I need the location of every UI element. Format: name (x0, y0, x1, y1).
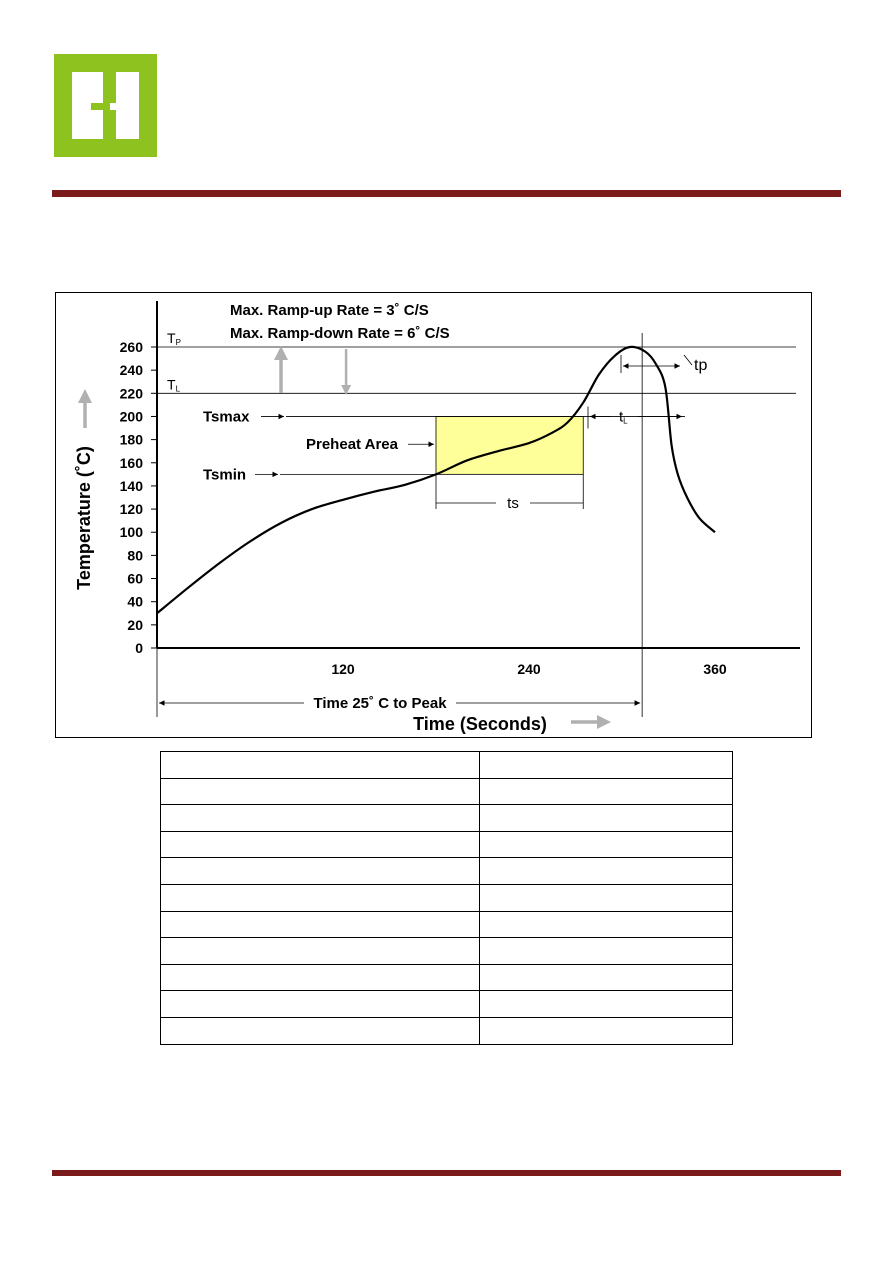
table-cell-value (480, 858, 733, 885)
table-cell-parameter (161, 752, 480, 779)
footer-rule (52, 1170, 841, 1176)
table-row (161, 964, 733, 991)
table-row (161, 991, 733, 1018)
tsmin-label: Tsmin (203, 466, 247, 484)
logo-background (54, 54, 157, 157)
table-cell-parameter (161, 805, 480, 832)
company-logo (54, 54, 157, 157)
table-cell-value (480, 911, 733, 938)
y-tick-label: 0 (135, 640, 143, 656)
tp-label: tp (694, 357, 708, 374)
table-row (161, 831, 733, 858)
tsmax-label: Tsmax (203, 408, 250, 426)
table-cell-value (480, 938, 733, 965)
y-tick-label: 20 (127, 616, 143, 633)
table-row (161, 938, 733, 965)
table-cell-parameter (161, 938, 480, 965)
table-row (161, 884, 733, 911)
y-tick-label: 60 (127, 570, 143, 587)
ramp-down-rate-label: Max. Ramp-down Rate = 6˚ C/S (230, 325, 450, 342)
y-tick-label: 260 (119, 339, 143, 355)
x-tick-label: 240 (517, 661, 541, 677)
table-row (161, 752, 733, 779)
y-tick-label: 240 (119, 362, 143, 379)
y-tick-label: 40 (127, 593, 143, 610)
y-tick-label: 200 (119, 408, 143, 425)
table-cell-parameter (161, 884, 480, 911)
profile-spec-table (160, 751, 733, 1045)
table-cell-parameter (161, 1017, 480, 1044)
x-tick-label: 360 (703, 661, 727, 677)
table-cell-value (480, 831, 733, 858)
tl-label: TL (167, 376, 181, 394)
y-tick-label: 120 (119, 501, 143, 518)
tp-label: TP (167, 330, 181, 347)
y-tick-label: 80 (127, 547, 143, 564)
table-cell-value (480, 964, 733, 991)
y-tick-label: 160 (119, 454, 143, 471)
time-to-peak-label: Time 25˚ C to Peak (313, 695, 447, 712)
table-cell-parameter (161, 858, 480, 885)
table-row (161, 1017, 733, 1044)
ts-label: ts (507, 495, 519, 512)
table-cell-value (480, 884, 733, 911)
preheat-label: Preheat Area (306, 436, 398, 454)
x-tick-label: 120 (331, 661, 355, 677)
table-row (161, 858, 733, 885)
table-row (161, 911, 733, 938)
header-rule (52, 190, 841, 197)
tl-dim-label: tL (619, 408, 628, 426)
y-tick-label: 180 (119, 431, 143, 448)
tp-leader (684, 355, 692, 365)
table-row (161, 778, 733, 805)
y-axis-title: Temperature (˚C) (74, 446, 94, 590)
y-tick-label: 140 (119, 477, 143, 494)
y-tick-label: 100 (119, 524, 143, 541)
table-cell-parameter (161, 778, 480, 805)
table-row (161, 805, 733, 832)
table-cell-parameter (161, 831, 480, 858)
y-tick-label: 220 (119, 385, 143, 402)
ramp-up-rate-label: Max. Ramp-up Rate = 3˚ C/S (230, 302, 429, 319)
table-cell-parameter (161, 911, 480, 938)
table-cell-value (480, 778, 733, 805)
table-cell-value (480, 991, 733, 1018)
chart-canvas (56, 293, 813, 739)
x-axis-title: Time (Seconds) (413, 714, 547, 734)
preheat-area (436, 416, 583, 474)
table-cell-value (480, 1017, 733, 1044)
table-cell-parameter (161, 991, 480, 1018)
reflow-profile-chart (55, 292, 812, 738)
table-cell-value (480, 805, 733, 832)
table-cell-value (480, 752, 733, 779)
table-cell-parameter (161, 964, 480, 991)
